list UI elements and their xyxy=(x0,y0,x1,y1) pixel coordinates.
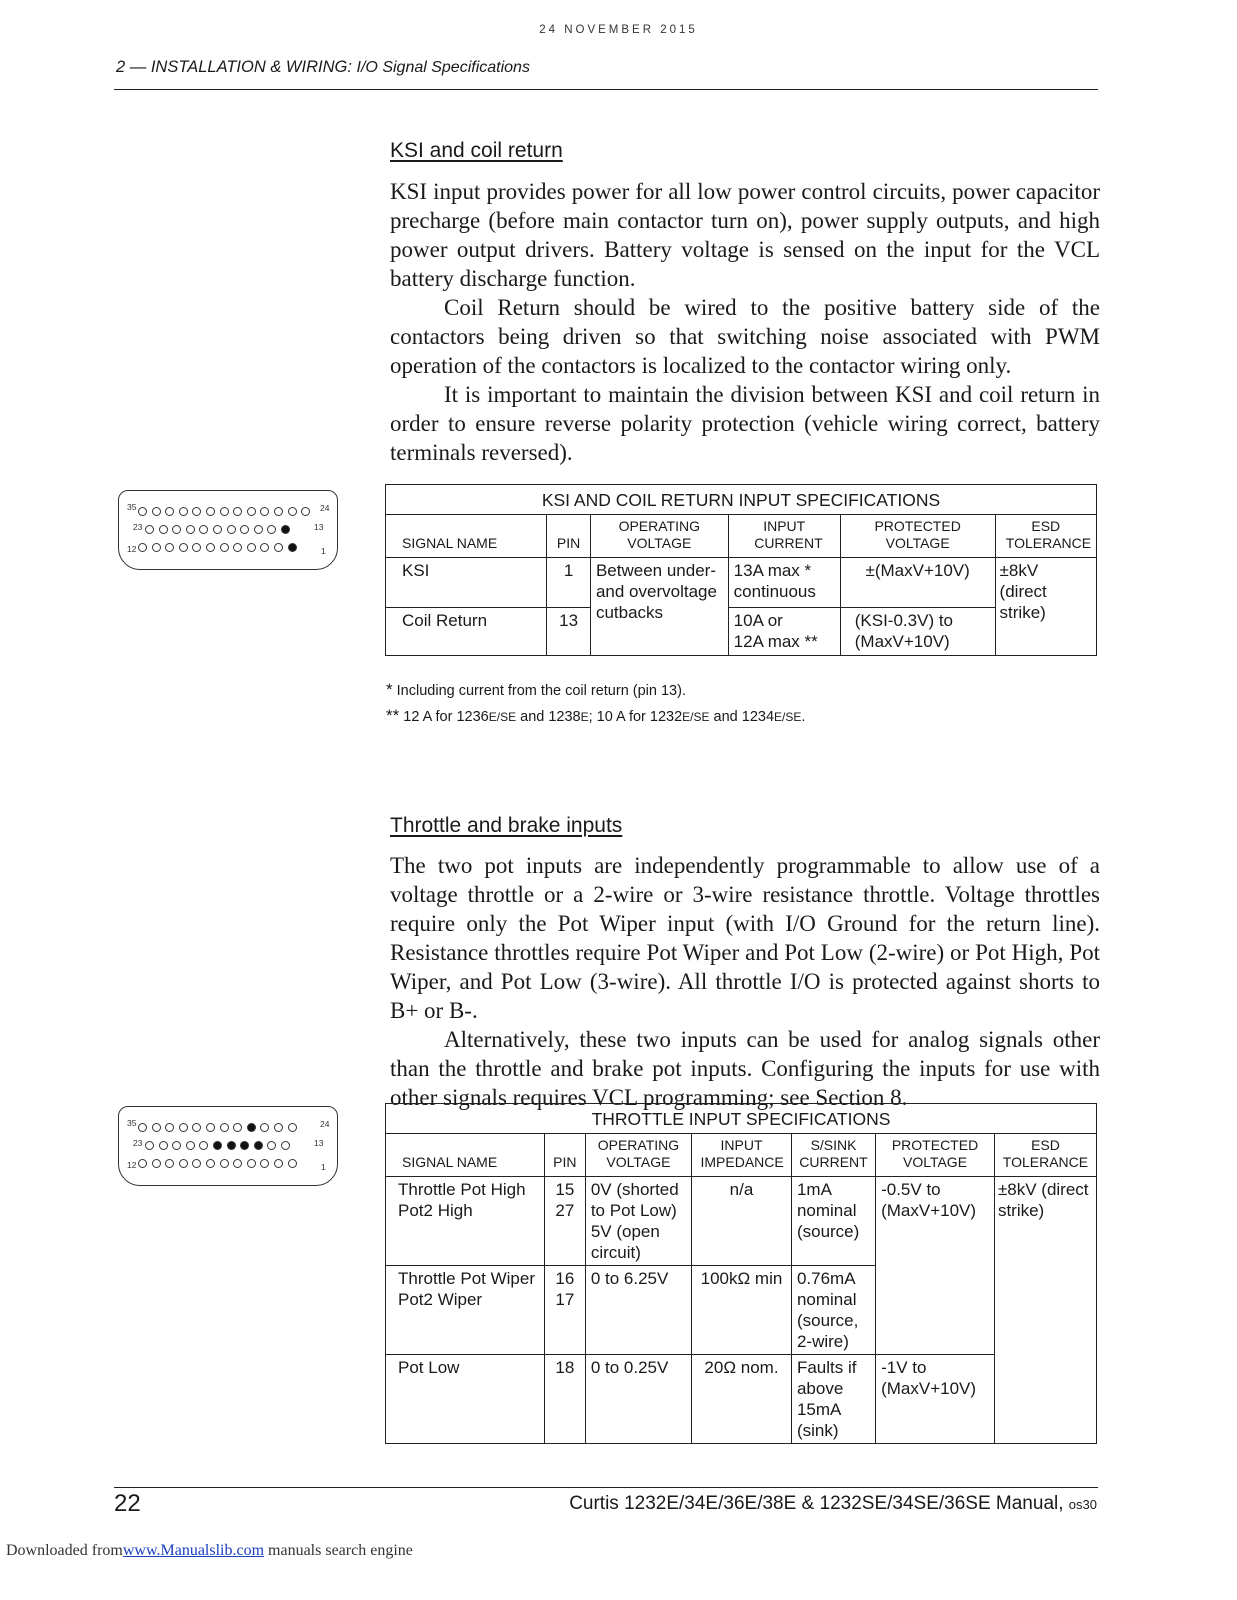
pot-low-sink-current: Faults if above 15mA (sink) xyxy=(791,1355,875,1444)
ksi-table-caption: KSI AND COIL RETURN INPUT SPECIFICATIONS xyxy=(386,485,1097,515)
header-pin: PIN xyxy=(544,1134,585,1177)
throttle-paragraph-2: Alternatively, these two inputs can be used for analog signals other than the throttle and brake pot inputs. Configuring the inputs for use with other signals requires VCL programming; see Section 8. xyxy=(390,1027,1100,1110)
document-date: 24 NOVEMBER 2015 xyxy=(539,24,698,36)
pin-label-23: 23 xyxy=(133,522,143,532)
pin-15-highlight xyxy=(254,1141,263,1150)
page-number: 22 xyxy=(114,1490,141,1517)
manual-title: Curtis 1232E/34E/36E/38E & 1232SE/34SE/36SE Manual, os30 xyxy=(569,1493,1097,1514)
pot-high-operating-voltage: 0V (shorted to Pot Low) 5V (open circuit) xyxy=(585,1177,691,1266)
pot-low-protected-voltage: -1V to (MaxV+10V) xyxy=(876,1355,995,1444)
ksi-paragraph-2: Coil Return should be wired to the positive battery side of the contactors being driven so that switching noise associated with PWM operation of the contactors is localized to the contactor wiring only. xyxy=(390,295,1100,378)
header-operating-voltage: OPERATING VOLTAGE xyxy=(590,515,728,558)
running-header xyxy=(116,58,530,77)
ksi-pin: 1 xyxy=(547,558,591,608)
throttle-esd-tolerance: ±8kV (direct strike) xyxy=(994,1177,1096,1444)
ksi-body-text xyxy=(390,177,1100,467)
ksi-spec-table xyxy=(385,484,1097,656)
connector-row-middle xyxy=(145,525,295,534)
throttle-paragraph-1: The two pot inputs are independently programmable to allow use of a voltage throttle or a 2-wire or 3-wire resistance throttle. Voltage throttles require only the Pot Wiper input (with I/O Ground for the return line). Resistance throttles require Pot Wiper and Pot Low (2-wire) or Pot High, Pot Wiper, and Pot Low (3-wire). All throttle I/O is protected against shorts to B+ or B-. xyxy=(390,853,1100,1023)
pot-low-operating-voltage: 0 to 0.25V xyxy=(585,1355,691,1444)
ksi-connector-diagram xyxy=(118,490,338,570)
header-signal-name: SIGNAL NAME xyxy=(386,1134,545,1177)
download-notice: Downloaded fromwww.Manualslib.com manuals search engine xyxy=(6,1542,413,1559)
coil-return-pin: 13 xyxy=(547,608,591,656)
ksi-paragraph-1: KSI input provides power for all low power control circuits, power capacitor precharge (before main contactor turn on), power supply outputs, and high power output drivers. Battery voltage is sensed on the input for the VCL battery discharge function. xyxy=(390,179,1100,291)
ksi-protected-voltage: ±(MaxV+10V) xyxy=(840,558,995,608)
connector-row-bottom xyxy=(138,543,301,552)
manualslib-link[interactable]: www.Manualslib.com xyxy=(122,1542,265,1559)
pin-label-13: 13 xyxy=(314,522,324,532)
pot-high-input-impedance: n/a xyxy=(692,1177,792,1266)
pin-label-35: 35 xyxy=(127,502,137,512)
pot-low-pin: 18 xyxy=(544,1355,585,1444)
pin-label-24: 24 xyxy=(320,1119,330,1129)
header-esd-tolerance: ESD TOLERANCE xyxy=(995,515,1096,558)
ksi-signal-name: KSI xyxy=(386,558,547,608)
pot-wiper-operating-voltage: 0 to 6.25V xyxy=(585,1266,691,1355)
pot-high-wiper-protected-voltage: -0.5V to (MaxV+10V) xyxy=(876,1177,995,1355)
pin-27-highlight xyxy=(247,1123,256,1132)
header-operating-voltage: OPERATING VOLTAGE xyxy=(585,1134,691,1177)
pot-wiper-pins: 16 17 xyxy=(544,1266,585,1355)
footer-rule xyxy=(114,1487,1098,1488)
header-protected-voltage: PROTECTED VOLTAGE xyxy=(840,515,995,558)
header-signal-name: SIGNAL NAME xyxy=(386,515,547,558)
chapter-title: 2 — INSTALLATION & WIRING: xyxy=(116,58,352,76)
pot-wiper-signal-names: Throttle Pot Wiper Pot2 Wiper xyxy=(386,1266,545,1355)
pin-18-highlight xyxy=(213,1141,222,1150)
coil-return-input-current: 10A or 12A max ** xyxy=(728,608,840,656)
header-protected-voltage: PROTECTED VOLTAGE xyxy=(876,1134,995,1177)
footnote-1: * Including current from the coil return (pin 13). xyxy=(386,680,686,699)
pot-high-sink-current: 1mA nominal (source) xyxy=(791,1177,875,1266)
pot-high-pins: 15 27 xyxy=(544,1177,585,1266)
pot-high-signal-names: Throttle Pot High Pot2 High xyxy=(386,1177,545,1266)
connector-row-top xyxy=(138,1123,301,1132)
pot-low-input-impedance: 20Ω nom. xyxy=(692,1355,792,1444)
pin-1-highlight xyxy=(288,543,297,552)
ksi-input-current: 13A max * continuous xyxy=(728,558,840,608)
pot-wiper-sink-current: 0.76mA nominal (source, 2-wire) xyxy=(791,1266,875,1355)
connector-row-top xyxy=(138,507,315,516)
throttle-section-title: Throttle and brake inputs xyxy=(390,814,623,837)
ksi-esd-tolerance: ±8kV (direct strike) xyxy=(995,558,1096,656)
throttle-spec-table xyxy=(385,1103,1097,1444)
pin-13-highlight xyxy=(281,525,290,534)
coil-return-protected-voltage: (KSI-0.3V) to (MaxV+10V) xyxy=(840,608,995,656)
footnote-2: ** 12 A for 1236E/SE and 1238E; 10 A for 1232E/SE and 1234E/SE. xyxy=(386,706,806,725)
pin-label-24: 24 xyxy=(320,503,330,513)
coil-return-signal-name: Coil Return xyxy=(386,608,547,656)
ksi-section-title: KSI and coil return xyxy=(390,139,563,162)
pin-17-highlight xyxy=(227,1141,236,1150)
header-rule xyxy=(114,89,1098,90)
ksi-operating-voltage: Between under- and overvoltage cutbacks xyxy=(590,558,728,656)
pin-label-1: 1 xyxy=(321,546,326,556)
pin-label-12: 12 xyxy=(127,1160,137,1170)
throttle-table-caption: THROTTLE INPUT SPECIFICATIONS xyxy=(386,1104,1097,1134)
header-pin: PIN xyxy=(547,515,591,558)
header-source-sink-current: S/SINK CURRENT xyxy=(791,1134,875,1177)
pot-low-signal-name: Pot Low xyxy=(386,1355,545,1444)
pin-label-13: 13 xyxy=(314,1138,324,1148)
section-title: I/O Signal Specifications xyxy=(356,59,530,76)
pin-label-35: 35 xyxy=(127,1118,137,1128)
header-input-current: INPUT CURRENT xyxy=(728,515,840,558)
pin-label-12: 12 xyxy=(127,544,137,554)
connector-row-middle xyxy=(145,1141,295,1150)
pin-label-23: 23 xyxy=(133,1138,143,1148)
ksi-paragraph-3: It is important to maintain the division between KSI and coil return in order to ensure reverse polarity protection (vehicle wiring correct, battery terminals reversed). xyxy=(390,382,1100,465)
pin-16-highlight xyxy=(240,1141,249,1150)
pin-label-1: 1 xyxy=(321,1162,326,1172)
header-esd-tolerance: ESD TOLERANCE xyxy=(994,1134,1096,1177)
throttle-connector-diagram xyxy=(118,1106,338,1186)
header-input-impedance: INPUT IMPEDANCE xyxy=(692,1134,792,1177)
pot-wiper-input-impedance: 100kΩ min xyxy=(692,1266,792,1355)
connector-row-bottom xyxy=(138,1159,301,1168)
throttle-body-text xyxy=(390,851,1100,1112)
